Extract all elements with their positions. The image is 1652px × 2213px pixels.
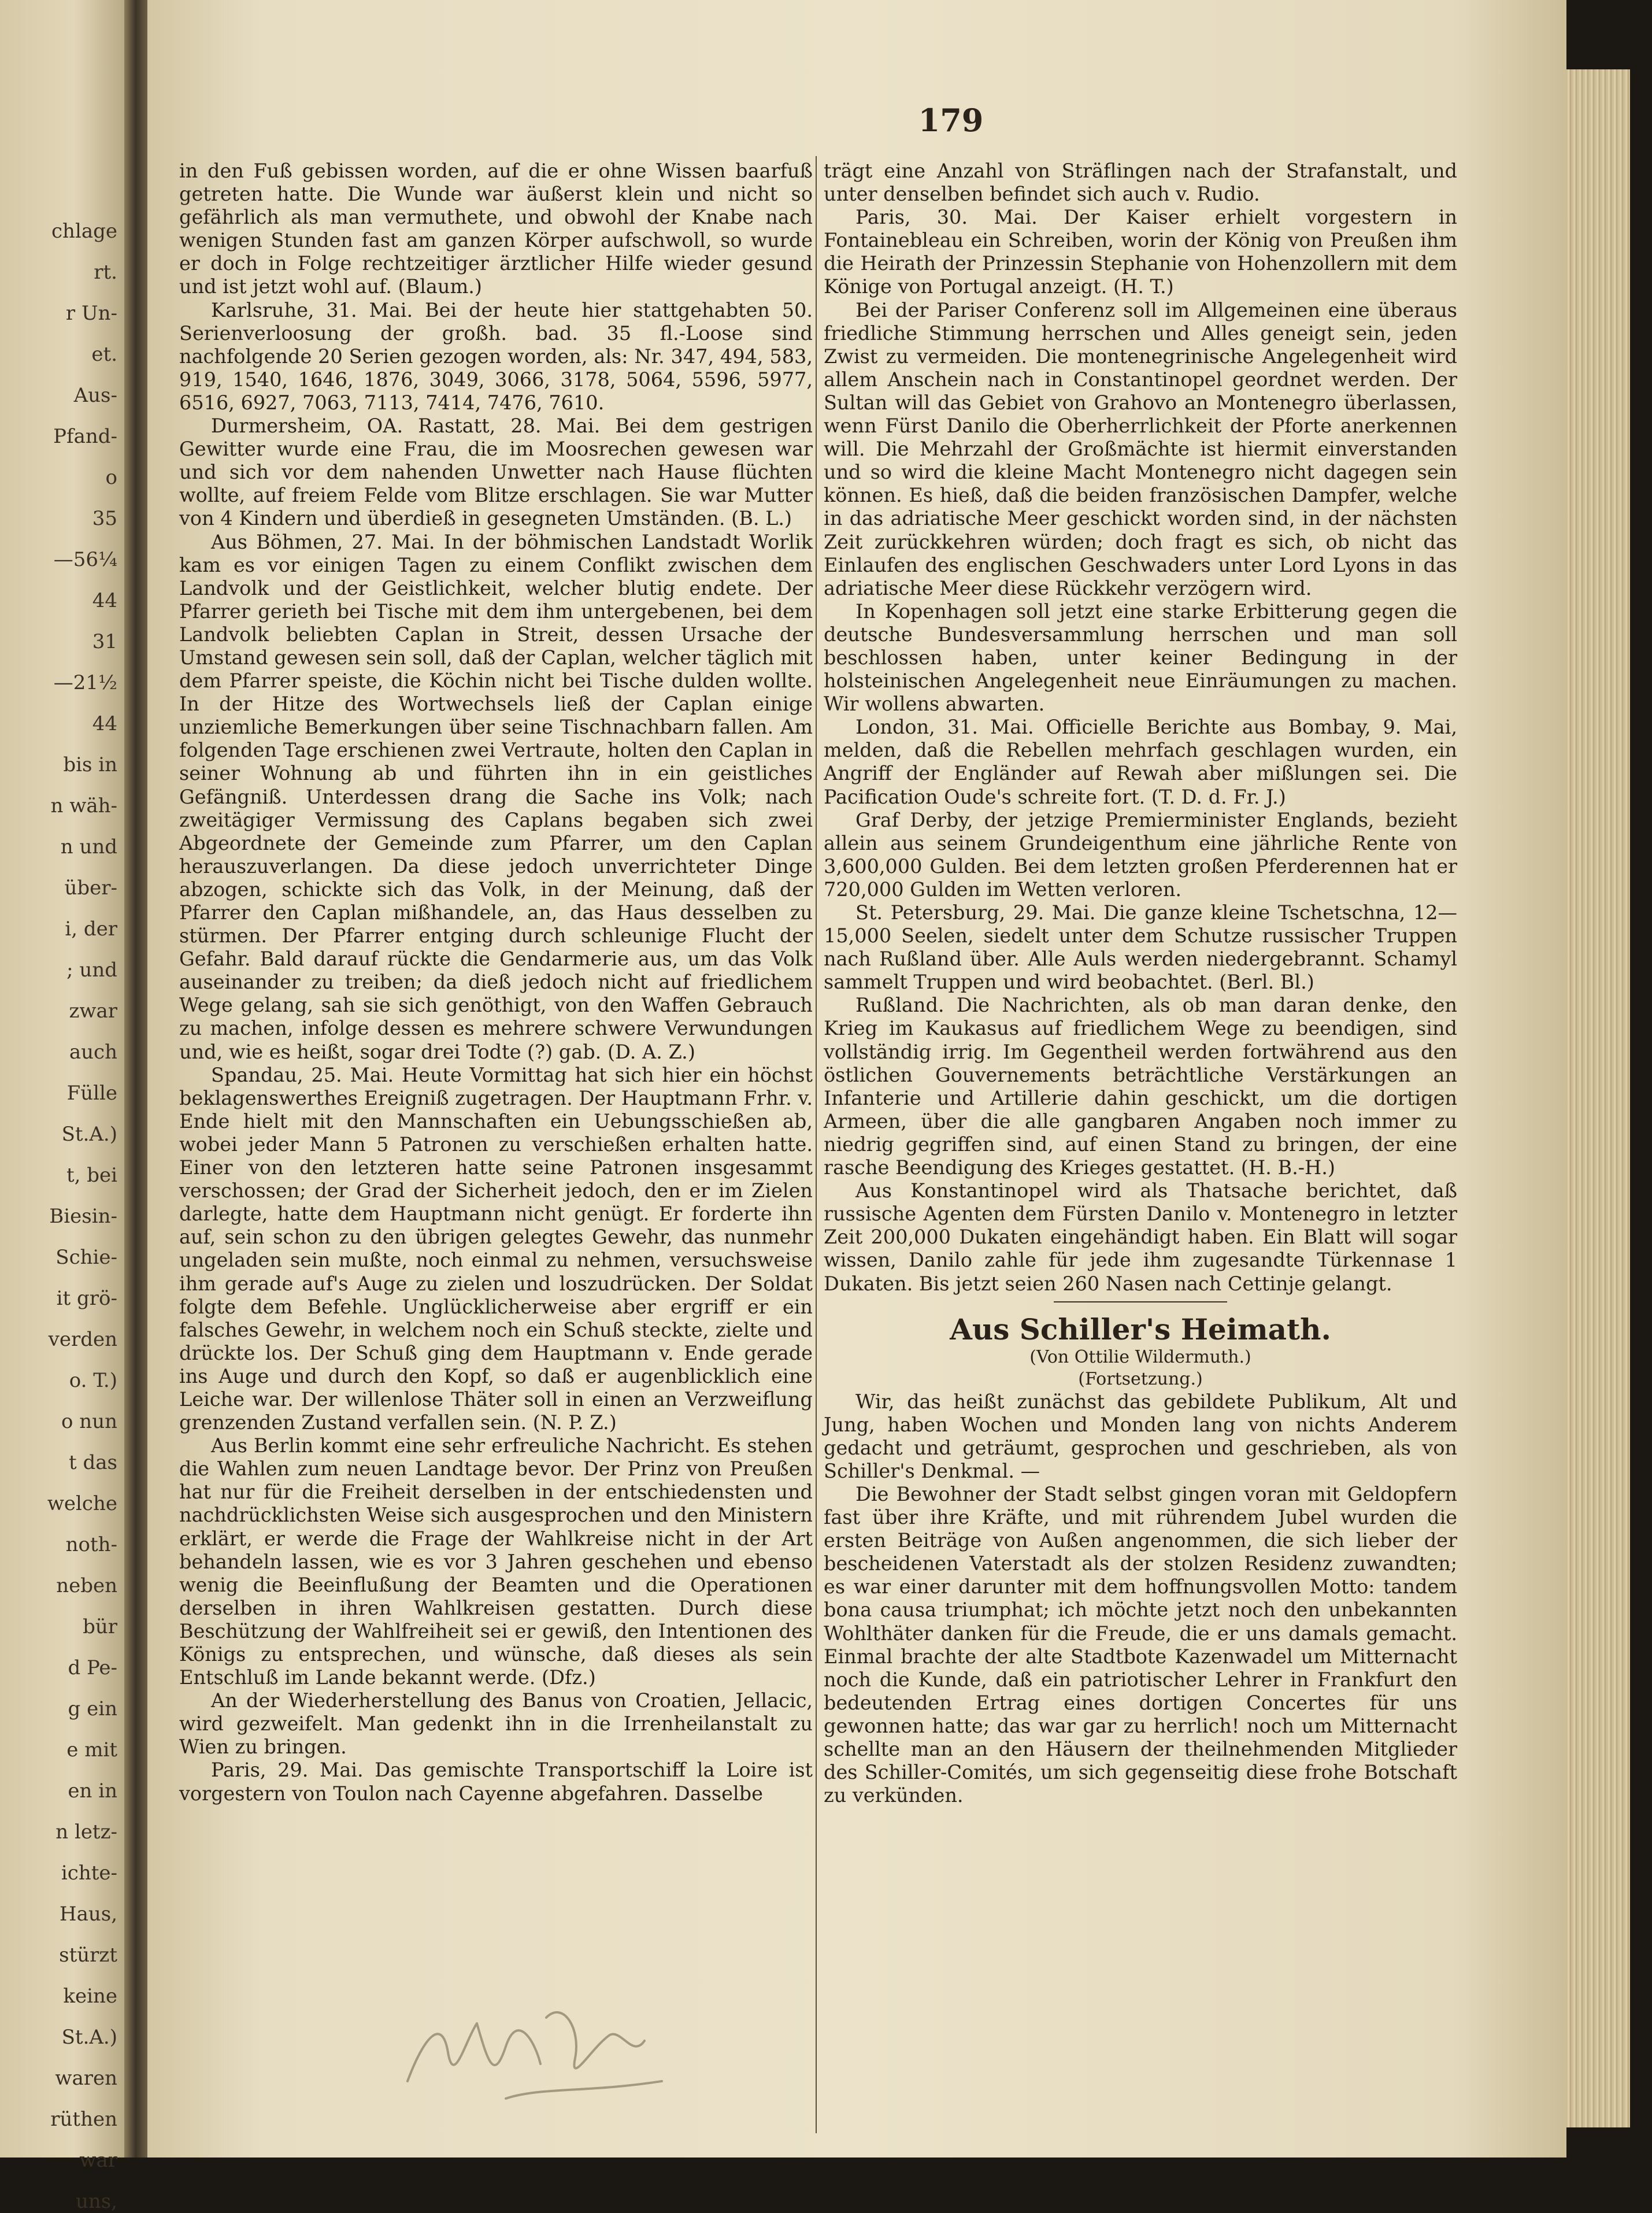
left-page-text: ; und — [66, 959, 117, 982]
article-paragraph: Wir, das heißt zunächst das gebildete Publikum, Alt und Jung, haben Wochen und Monden lang von nichts Anderem gedacht und geträumt, gesprochen und geschrieben, als von Schiller's Denkmal. — — [824, 1390, 1457, 1482]
left-page-text: zwar — [69, 1000, 117, 1023]
left-page-text: rüthen — [50, 2108, 117, 2131]
article-paragraph: Die Bewohner der Stadt selbst gingen voran mit Geldopfern fast über ihre Kräfte, und mit rührendem Jubel wurden die ersten Beiträge von Außen angenommen, die sich lieber der bescheidenen Vaterstadt als der stolzen Residenz zuwandten; es war einer darunter mit dem hoffnungsvollen Motto: tandem bona causa triumphat; ich möchte jetzt noch den unbekannten Wohlthäter danken für die Freude, die er uns damals gemacht. Einmal brachte der alte Stadtbote Kazenwadel um Mitternacht noch die Kunde, daß ein patriotischer Lehrer in Frankfurt den bedeutenden Ertrag eines dortigen Concertes für uns gewonnen hatte; das war gar zu herrlich! noch um Mitternacht schellte man an den Häusern der theilnehmenden Mitglieder des Schiller-Comités, um sich gegenseitig diese frohe Botschaft zu verkünden. — [824, 1482, 1457, 1807]
section-rule — [1054, 1301, 1227, 1302]
article-paragraph: Aus Böhmen, 27. Mai. In der böhmischen Landstadt Worlik kam es vor einigen Tagen zu einem Conflikt zwischen dem Landvolk und der Geistlichkeit, welcher blutig endete. Der Pfarrer gerieth bei Tische mit dem ihm untergebenen, bei dem Landvolk beliebten Caplan in Streit, dessen Ursache der Umstand gewesen sein soll, daß der Caplan, welcher täglich mit dem Pfarrer speiste, die Köchin nicht bei Tische dulden wollte. In der Hitze des Wortwechsels ließ der Caplan einige unziemliche Bemerkungen über seine Tischnachbarn fallen. Am folgenden Tage erschienen zwei Vertraute, holten den Caplan in seiner Wohnung ab und führten ihn in ein geistliches Gefängniß. Unterdessen drang die Sache ins Volk; nach zweitägiger Vermissung des Caplans begaben sich zwei Abgeordnete der Gemeinde zum Pfarrer, um den Caplan herauszuverlangen. Da diese jedoch unverrichteter Dinge abzogen, schickte sich das Volk, in der Meinung, daß der Pfarrer den Caplan mißhandele, an, das Haus desselben zu stürmen. Der Pfarrer entging durch schleunige Flucht der Gefahr. Bald darauf rückte die Gendarmerie aus, um das Volk auseinander zu treiben; da dieß jedoch nicht auf friedlichem Wege gelang, sah sie sich genöthigt, von den Waffen Gebrauch zu machen, infolge dessen es mehrere schwere Verwundungen und, wie es heißt, sogar drei Todte (?) gab. (D. A. Z.) — [179, 530, 813, 1063]
left-page-text: bür — [83, 1615, 117, 1638]
article-paragraph: An der Wiederherstellung des Banus von Croatien, Jellacic, wird gezweifelt. Man gedenkt ihn in die Irrenheilanstalt zu Wien zu bringen. — [179, 1689, 813, 1759]
left-page-text: o — [105, 466, 117, 489]
article-paragraph: In Kopenhagen soll jetzt eine starke Erbitterung gegen die deutsche Bundesversammlung herrschen und man soll beschlossen haben, unter keiner Bedingung in der holsteinischen Angelegenheit neue Einräumungen zu machen. Wir wollens abwarten. — [824, 599, 1457, 716]
left-page-text: Fülle — [66, 1082, 117, 1105]
article-paragraph: Bei der Pariser Conferenz soll im Allgemeinen eine überaus friedliche Stimmung herrschen und Alles geneigt sein, jeden Zwist zu vermeiden. Die montenegrinische Angelegenheit wird allem Anschein nach in Constantinopel geordnet werden. Der Sultan will das Gebiet von Grahovo an Montenegro überlassen, wenn Fürst Danilo die Oberherrlichkeit der Pforte anerkennen will. Die Mehrzahl der Großmächte ist hiermit einverstanden und so wird die kleine Macht Montenegro nicht dagegen sein können. Es hieß, daß die beiden französischen Dampfer, welche in das adriatische Meer geschickt worden sind, in der nächsten Zeit zurückkehren würden; doch fragt es sich, ob nicht das Einlaufen des englischen Geschwaders unter Lord Lyons in das adriatische Meer diese Rückkehr verzögern wird. — [824, 298, 1457, 599]
article-paragraph: in den Fuß gebissen worden, auf die er ohne Wissen baarfuß getreten hatte. Die Wunde war äußerst klein und nicht so gefährlich als man vermuthete, und obwohl der Knabe nach wenigen Stunden fast am ganzen Körper aufschwoll, so wurde er doch in Folge rechtzeitiger ärztlicher Hilfe wieder gesund und ist jetzt wohl auf. (Blaum.) — [179, 160, 813, 298]
left-page-text: o. T.) — [69, 1369, 117, 1392]
article-paragraph: Paris, 29. Mai. Das gemischte Transportschiff la Loire ist vorgestern von Toulon nach Cayenne abgefahren. Dasselbe — [179, 1759, 813, 1805]
article-paragraph: Graf Derby, der jetzige Premierminister Englands, bezieht allein aus seinem Grundeigenthum eine jährliche Rente von 3,600,000 Gulden. Bei dem letzten großen Pferderennen hat er 720,000 Gulden im Wetten verloren. — [824, 808, 1457, 901]
left-page-text: welche — [47, 1492, 117, 1515]
left-page-fragment — [0, 0, 124, 2213]
left-page-text: über- — [64, 876, 117, 900]
left-page-text: auch — [69, 1041, 117, 1064]
book-gutter — [124, 0, 147, 2158]
article-paragraph: trägt eine Anzahl von Sträflingen nach der Strafanstalt, und unter denselben befindet sich auch v. Rudio. — [824, 160, 1457, 206]
left-page-text: o nun — [61, 1410, 117, 1433]
left-page-text: —56¼ — [53, 548, 117, 571]
right-column — [824, 160, 1457, 1807]
article-paragraph: Durmersheim, OA. Rastatt, 28. Mai. Bei dem gestrigen Gewitter wurde eine Frau, die im Moosrechen gewesen war und sich vor dem nahenden Unwetter nach Hause flüchten wollte, auf freiem Felde vom Blitze erschlagen. Sie war Mutter von 4 Kindern und überdieß in gesegneten Umständen. (B. L.) — [179, 415, 813, 530]
left-page-text: i, der — [65, 917, 117, 941]
feuilleton-author: (Von Ottilie Wildermuth.) — [1029, 1346, 1251, 1367]
left-page-text: en in — [68, 1779, 117, 1803]
page-number: 179 — [918, 102, 984, 139]
left-page-text: verden — [48, 1328, 117, 1351]
left-page-text: stürzt — [59, 1944, 117, 1967]
left-page-text: rt. — [94, 261, 117, 284]
article-paragraph: Aus Konstantinopel wird als Thatsache berichtet, daß russische Agenten dem Fürsten Danilo v. Montenegro in letzter Zeit 200,000 Dukaten eingehändigt haben. Ein Blatt will sogar wissen, Danilo zahle für jede ihm zugesandte Türkennase 1 Dukaten. Bis jetzt seien 260 Nasen nach Cettinje gelangt. — [824, 1179, 1457, 1295]
left-page-text: 44 — [92, 589, 117, 612]
article-paragraph: Rußland. Die Nachrichten, als ob man daran denke, den Krieg im Kaukasus auf friedlichem Wege zu beendigen, sind vollständig irrig. Im Gegentheil werden fortwährend aus den östlichen Gouvernements beträchtliche Verstärkungen an Infanterie und Artillerie dahin geschickt, um die dortigen Armeen, über die alle gangbaren Angaben noch immer zu niedrig gegriffen sind, auf einen Stand zu bringen, der eine rasche Beendigung des Krieges gestattet. (H. B.-H.) — [824, 994, 1457, 1179]
feuilleton-continuation: (Fortsetzung.) — [1078, 1368, 1203, 1389]
column-rule — [816, 156, 817, 2133]
left-page-text: —21½ — [53, 671, 117, 694]
article-paragraph: Aus Berlin kommt eine sehr erfreuliche Nachricht. Es stehen die Wahlen zum neuen Landtage bevor. Der Prinz von Preußen hat nur für die Freiheit derselben in der entschiedensten und nachdrücklichsten Weise sich ausgesprochen und den Ministern erklärt, er werde die Frage der Wahlkreise nicht in der Art behandeln lassen, wie es vor 3 Jahren geschehen und ebenso wenig die Beeinflußung der Beamten und die Operationen derselben in ihren Wahlkreisen gestatten. Durch diese Beschützung der Wahlfreiheit sei er gewiß, den Intentionen des Königs zu entsprechen, und wünsche, daß dieses als sein Entschluß im Lande bekannt werde. (Dfz.) — [179, 1434, 813, 1689]
left-page-text: neben — [56, 1574, 117, 1597]
newspaper-page — [147, 0, 1566, 2158]
left-page-text: r Un- — [65, 302, 117, 325]
left-page-text: n letz- — [55, 1820, 117, 1844]
left-page-text: war — [79, 2149, 117, 2172]
article-paragraph: Paris, 30. Mai. Der Kaiser erhielt vorgestern in Fontainebleau ein Schreiben, worin der König von Preußen ihm die Heirath der Prinzessin Stephanie von Hohenzollern mit dem Könige von Portugal anzeigt. (H. T.) — [824, 206, 1457, 298]
left-column — [179, 160, 813, 1805]
left-page-text: uns, — [75, 2190, 117, 2213]
left-page-text: Biesin- — [49, 1205, 117, 1228]
left-page-text: keine — [63, 1985, 117, 2008]
left-page-text: t, bei — [66, 1164, 117, 1187]
left-page-text: g ein — [68, 1697, 117, 1720]
left-page-text: e mit — [66, 1738, 117, 1761]
left-page-text: waren — [55, 2067, 117, 2090]
article-paragraph: St. Petersburg, 29. Mai. Die ganze kleine Tschetschna, 12—15,000 Seelen, siedelt unter dem Schutze russischer Truppen nach Rußland über. Alle Auls werden niedergebrannt. Schamyl sammelt Truppen und wird beobachtet. (Berl. Bl.) — [824, 901, 1457, 994]
left-page-text: chlage — [51, 220, 117, 243]
left-page-text: 44 — [92, 712, 117, 735]
left-page-text: Haus, — [59, 1903, 117, 1926]
left-page-text: it grö- — [56, 1287, 117, 1310]
news-items — [824, 160, 1457, 1296]
left-page-text: St.A.) — [61, 2026, 117, 2049]
left-page-text: n und — [60, 835, 117, 858]
left-page-text: et. — [91, 343, 117, 366]
left-page-text: t das — [69, 1451, 117, 1474]
article-paragraph: London, 31. Mai. Officielle Berichte aus Bombay, 9. Mai, melden, daß die Rebellen mehrfach geschlagen wurden, ein Angriff der Engländer auf Rewah aber mißlungen sei. Die Pacification Oude's schreite fort. (T. D. d. Fr. J.) — [824, 716, 1457, 808]
left-page-text: St.A.) — [61, 1123, 117, 1146]
feuilleton-heading: Aus Schiller's Heimath. — [950, 1312, 1331, 1346]
feuilleton-body — [824, 1390, 1457, 1808]
left-page-text: 31 — [92, 630, 117, 653]
left-page-text: noth- — [65, 1533, 117, 1556]
article-paragraph: Karlsruhe, 31. Mai. Bei der heute hier stattgehabten 50. Serienverloosung der großh. bad. 35 fl.-Loose sind nachfolgende 20 Serien gezogen worden, als: Nr. 347, 494, 583, 919, 1540, 1646, 1876, 3049, 3066, 3178, 5064, 5596, 5977, 6516, 6927, 7063, 7113, 7414, 7476, 7610. — [179, 298, 813, 414]
handwritten-signature — [390, 1948, 691, 2122]
left-page-text: bis in — [63, 753, 117, 776]
article-paragraph: Spandau, 25. Mai. Heute Vormittag hat sich hier ein höchst beklagenswerthes Ereigniß zugetragen. Der Hauptmann Frhr. v. Ende hielt mit den Mannschaften ein Uebungsschießen ab, wobei jeder Mann 5 Patronen zu verschießen erhalten hatte. Einer von den letzteren hatte seine Patronen insgesammt verschossen; der Grad der Sicherheit jedoch, den er im Zielen darlegte, hatte dem Hauptmann nicht genügt. Er forderte ihn auf, sein schon zu den übrigen gelegtes Gewehr, das nunmehr ungeladen sein mußte, noch einmal zu nehmen, versuchsweise ihm gerade auf's Auge zu zielen und loszudrücken. Der Soldat folgte dem Befehle. Unglücklicherweise aber ergriff er ein falsches Gewehr, in welchem noch ein Schuß steckte, zielte und drückte los. Der Schuß ging dem Hauptmann v. Ende gerade ins Auge und durch den Kopf, so daß er augenblicklich eine Leiche war. Der willenlose Thäter soll in einen an Verzweiflung grenzenden Zustand verfallen sein. (N. P. Z.) — [179, 1063, 813, 1434]
left-page-text: ichte- — [61, 1862, 117, 1885]
left-page-text: n wäh- — [50, 794, 117, 817]
left-page-text: d Pe- — [68, 1656, 117, 1679]
left-page-text: 35 — [92, 507, 117, 530]
page-edges — [1566, 69, 1630, 2127]
left-page-text: Pfand- — [53, 425, 117, 448]
left-page-text: Schie- — [55, 1246, 117, 1269]
left-page-text: Aus- — [73, 384, 117, 407]
